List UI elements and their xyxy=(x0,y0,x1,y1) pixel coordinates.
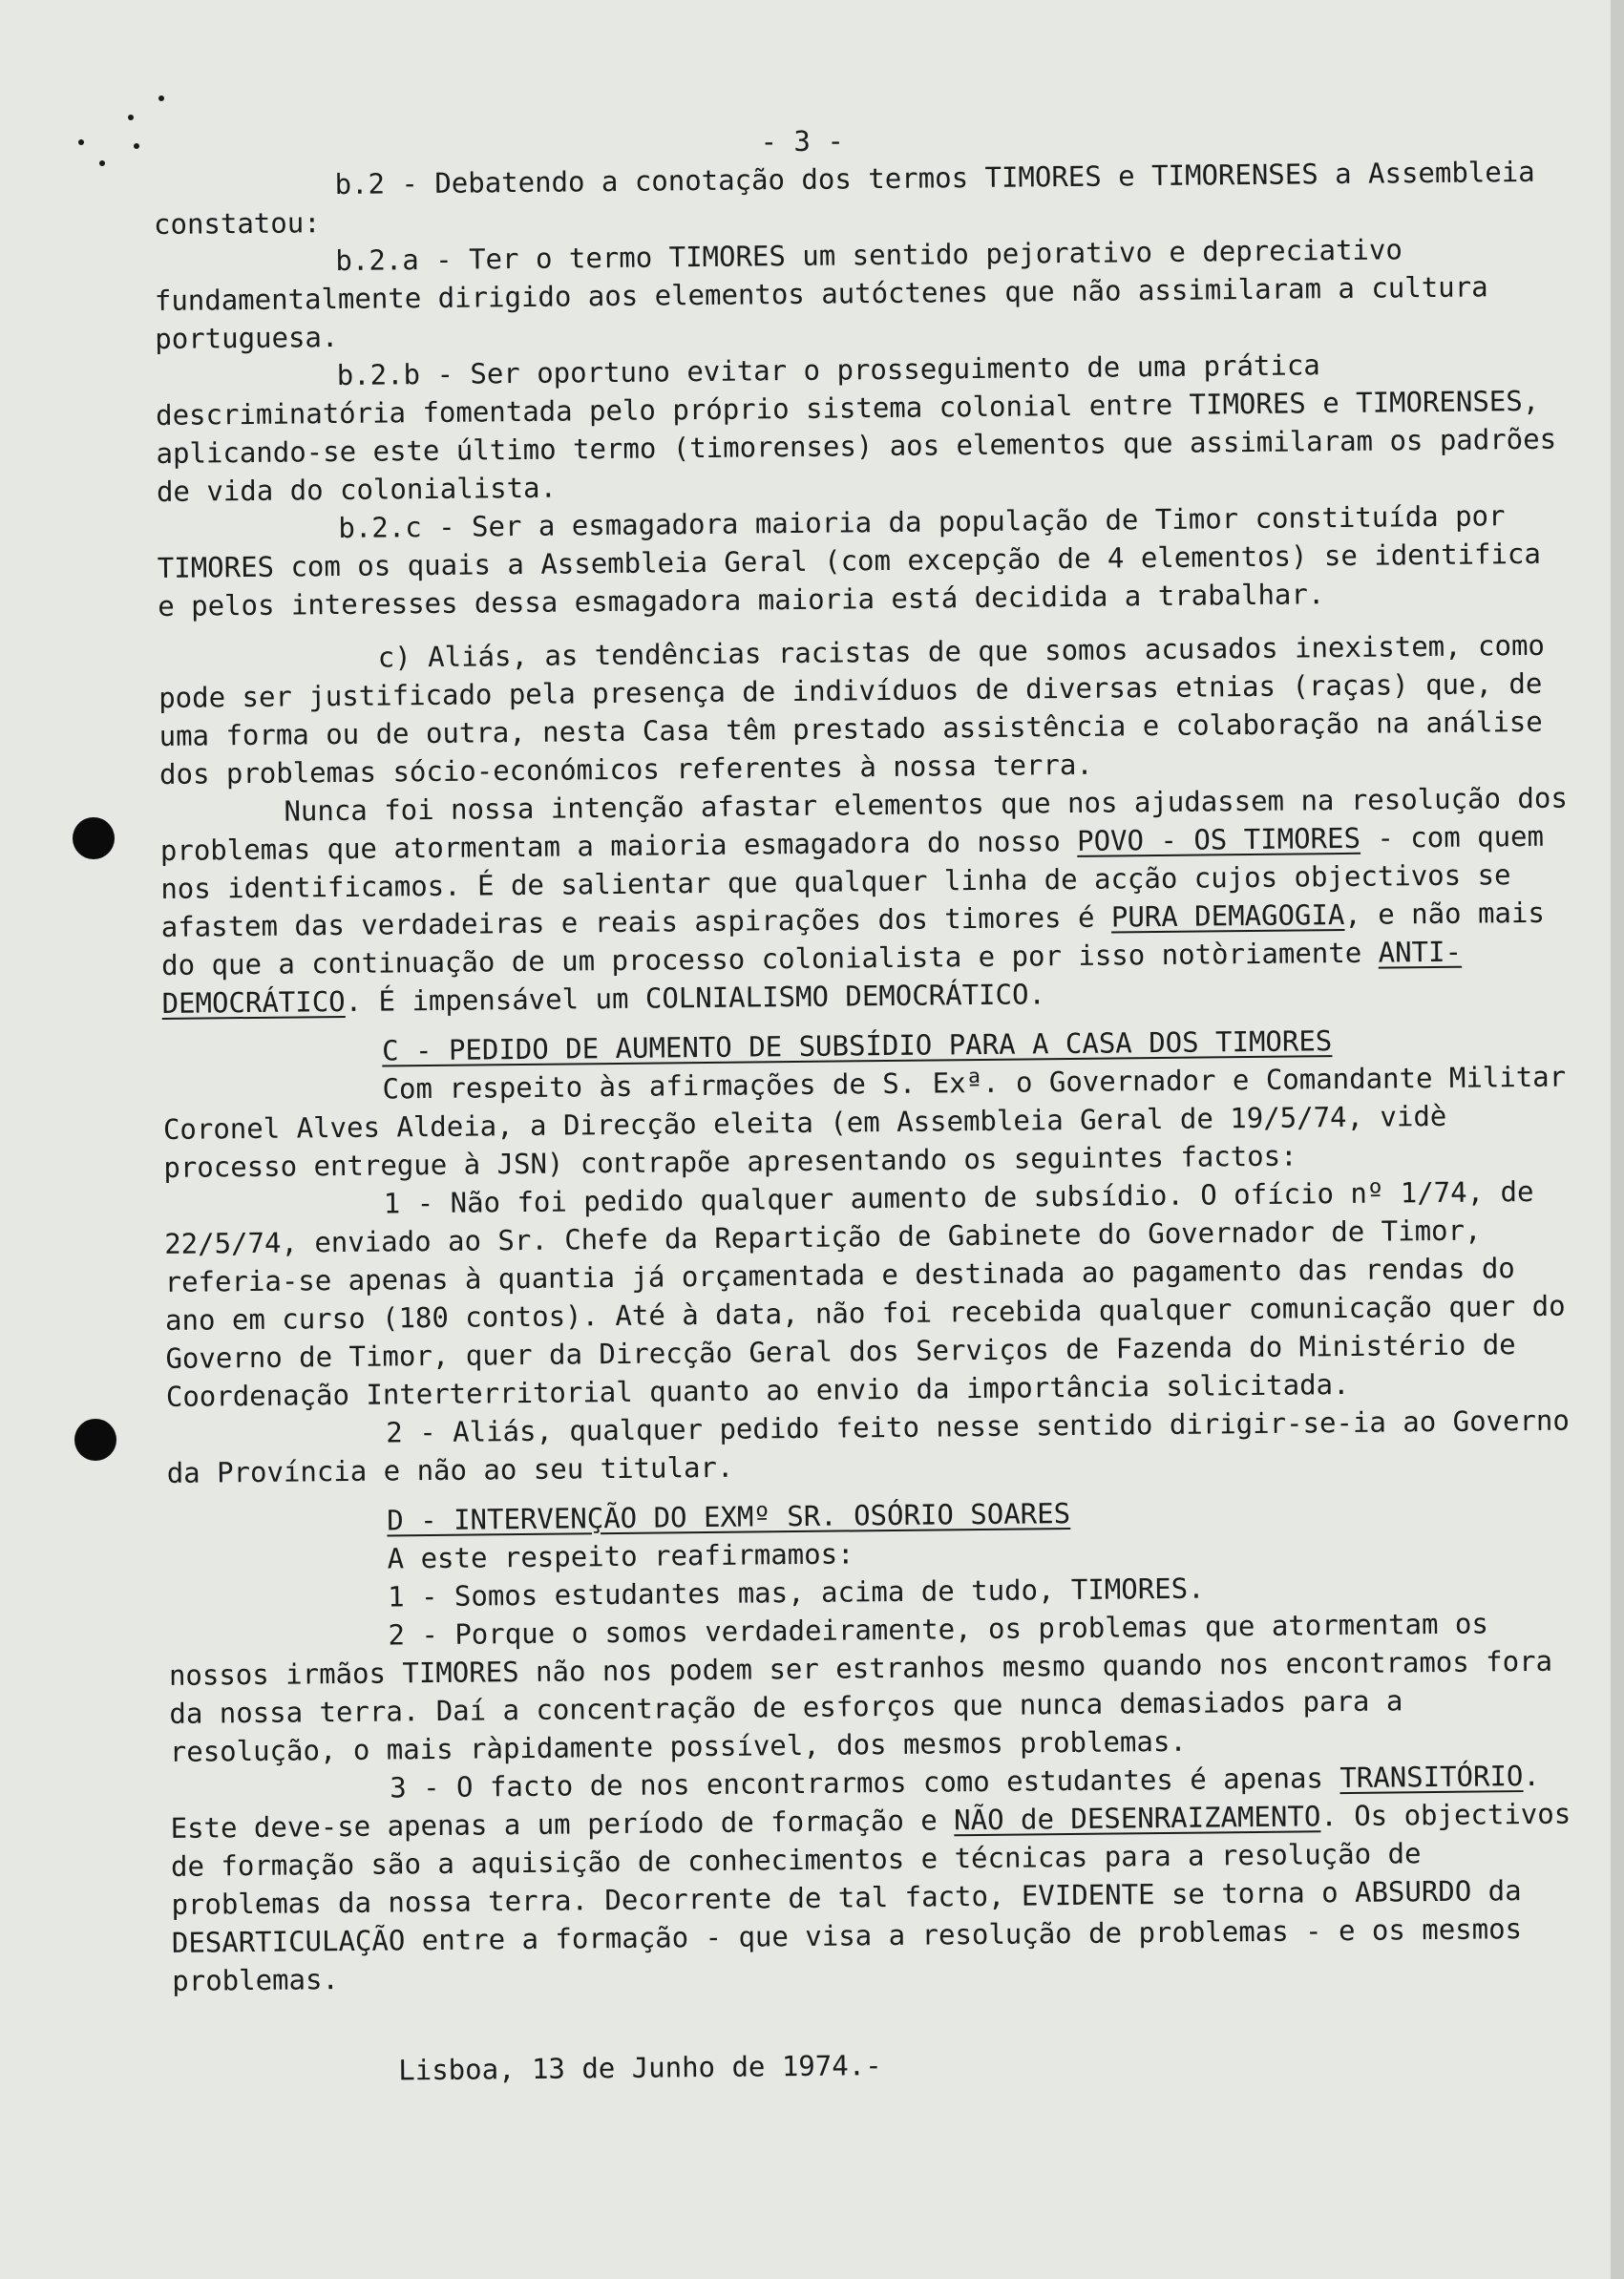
page-number: - 3 - xyxy=(760,124,845,158)
speck xyxy=(158,95,164,101)
paragraph-b2c: b.2.c - Ser a esmagadora maioria da população de Timor constituída por TIMORES com os quais a Assembleia Geral (com excepção de 4 elementos) se identifica e pelos interesses dessa esmagadora maioria está decidida a trabalhar. xyxy=(157,499,1558,623)
underlined-transitorio: TRANSITÓRIO xyxy=(1339,1760,1524,1795)
section-d-item-1: 1 - Somos estudantes mas, acima de tudo, TIMORES. xyxy=(387,1572,1205,1614)
speck xyxy=(128,115,134,120)
section-d-item-2: 2 - Porque o somos verdadeiramente, os problemas que atormentam os nossos irmãos TIMORES não nos podem ser estranhos mesmo quando nos encontramos fora da nossa terra. Daí a concentração de esforços que nunca demasiados para a resolução, o mais ràpidamente possível, dos mesmos problemas. xyxy=(168,1607,1570,1768)
paragraph-b2a: b.2.a - Ter o termo TIMORES um sentido pejorativo e depreciativo fundamentalmente dirigido aos elementos autóctenes que não assimilaram a cultura portuguesa. xyxy=(154,233,1506,355)
punch-hole-top xyxy=(73,817,115,859)
section-d-item-3: 3 - O facto de nos encontrarmos como estudantes é apenas TRANSITÓRIO. Este deve-se apenas a um período de formação e NÃO de DESENRAIZAMENTO. Os objectivos de formação são a aquisição de conhecimentos e técnicas para a resolução de problemas da nossa terra. Decorrente de tal facto, EVIDENTE se torna o ABSURDO da DESARTICULAÇÃO entre a formação - que visa a resolução de problemas - e os mesmos problemas. xyxy=(170,1759,1588,1997)
underlined-povo-timores: POVO - OS TIMORES xyxy=(1076,821,1361,857)
punch-hole-bottom xyxy=(74,1419,116,1461)
place-date-line: Lisboa, 13 de Junho de 1974.- xyxy=(398,2049,882,2087)
paragraph-c-continued: Nunca foi nossa intenção afastar elementos que nos ajudassem na resolução dos problemas que atormentam a maioria esmagadora do nosso POVO - OS TIMORES - com quem nos identificamos. É de salientar que qualquer linha de acção cujos objectivos se afastem das verdadeiras e reais aspirações dos timores é PURA DEMAGOGIA, e não mais do que a continuação de um processo colonialista e por isso notòriamente ANTI-DEMOCRÁTICO. É impensável um COLNIALISMO DEMOCRÁTICO. xyxy=(159,781,1585,1020)
section-c-body: Com respeito às afirmações de S. Exª. o Governador e Comandante Militar Coronel Alves Aldeia, a Direcção eleita (em Assembleia Geral de 19/5/74, vidè processo entregue à JSN) contrapõe apresentando os seguintes factos: xyxy=(162,1060,1583,1184)
page-edge xyxy=(1611,0,1624,2279)
section-c-item-2: 2 - Aliás, qualquer pedido feito nesse sentido dirigir-se-ia ao Governo da Província e não ao seu titular. xyxy=(166,1403,1587,1489)
typed-text-body xyxy=(153,115,1586,2092)
underlined-nao-desenraizamento: NÃO de DESENRAIZAMENTO xyxy=(954,1800,1321,1837)
section-c-item-1: 1 - Não foi pedido qualquer aumento de subsídio. O ofício nº 1/74, de 22/5/74, enviado ao Sr. Chefe da Repartição de Gabinete do Governador de Timor, referia-se apenas à quantia já orçamentada e destinada ao pagamento das rendas do ano em curso (180 contos). Até à data, não foi recebida qualquer comunicação quer do Governo de Timor, quer da Direcção Geral dos Serviços de Fazenda do Ministério de Coordenação Interterritorial quanto ao envio da importância solicitada. xyxy=(164,1174,1583,1413)
paragraph-c: c) Aliás, as tendências racistas de que somos acusados inexistem, como pode ser justificado pela presença de indivíduos de diversas etnias (raças) que, de uma forma ou de outra, nesta Casa têm prestado assistência e colaboração na análise dos problemas sócio-económicos referentes à nossa terra. xyxy=(158,628,1562,791)
paragraph-b2b: b.2.b - Ser oportuno evitar o prosseguimento de uma prática descriminatória fomentada pelo próprio sistema colonial entre TIMORES e TIMORENSES, aplicando-se este último termo (timorenses) aos elementos que assimilaram os padrões de vida do colonialista. xyxy=(155,348,1573,508)
paragraph-b2: b.2 - Debatendo a conotação dos termos TIMORES e TIMORENSES a Assembleia constatou: xyxy=(153,155,1552,241)
underlined-anti-democratico: ANTI-DEMOCRÁTICO xyxy=(161,935,1463,1020)
underlined-pura-demagogia: PURA DEMAGOGIA xyxy=(1110,897,1345,934)
section-d-heading: D - INTERVENÇÃO DO EXMº SR. OSÓRIO SOARES xyxy=(387,1497,1071,1537)
section-d-intro: A este respeito reafirmamos: xyxy=(387,1537,854,1575)
section-c-heading: C - PEDIDO DE AUMENTO DE SUBSÍDIO PARA A CASA DOS TIMORES xyxy=(381,1024,1333,1067)
